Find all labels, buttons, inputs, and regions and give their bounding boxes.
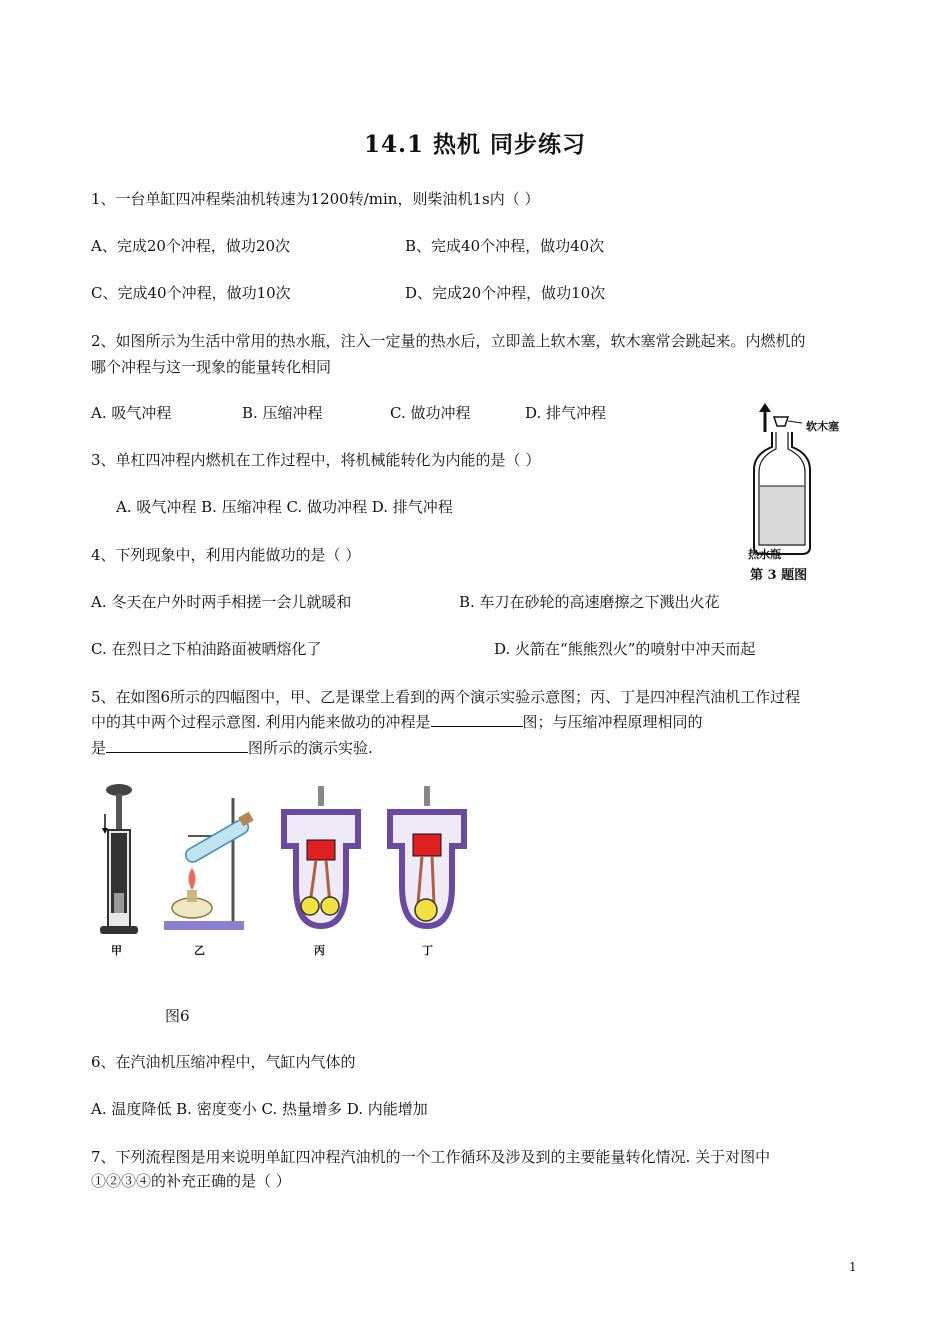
q5-stem-line3 [91,736,373,759]
figure-6 [90,778,480,968]
q1-option-c: C、完成40个冲程，做功10次 [91,284,291,302]
q1-option-a: A、完成20个冲程，做功20次 [91,237,291,255]
q1-option-d: D、完成20个冲程，做功10次 [405,284,606,302]
q5-stem-line3-a: 是 [91,739,107,757]
q2-option-a: A. 吸气冲程 [91,404,172,422]
q5-stem-line3-b: 图所示的演示实验. [248,739,373,757]
q4-option-b: B. 车刀在砂轮的高速磨擦之下溅出火花 [459,593,720,611]
figure-6-caption: 图6 [165,1007,190,1025]
thermos-label: 热水瓶 [748,548,781,561]
figure-label-bing: 丙 [314,944,325,957]
q5-stem-line1: 5、在如图6所示的四幅图中，甲、乙是课堂上看到的两个演示实验示意图；丙、丁是四冲程汽油机工作过程 [91,688,801,706]
q5-stem-line2-b: 图；与压缩冲程原理相同的 [522,713,703,731]
q3-stem: 3、单杠四冲程内燃机在工作过程中，将机械能转化为内能的是（ ） [91,451,541,469]
q2-stem-line1: 2、如图所示为生活中常用的热水瓶，注入一定量的热水后，立即盖上软木塞，软木塞常会跳起来。内燃机的 [91,332,806,350]
q4-stem: 4、下列现象中，利用内能做功的是（ ） [91,546,361,564]
q4-option-c: C. 在烈日之下柏油路面被晒熔化了 [91,640,322,658]
q6-options: A. 温度降低 B. 密度变小 C. 热量增多 D. 内能增加 [91,1100,428,1118]
q2-option-d: D. 排气冲程 [525,404,607,422]
figure-label-yi: 乙 [194,944,205,957]
figure-label-ding: 丁 [422,944,433,957]
q2-option-c: C. 做功冲程 [390,404,471,422]
q4-option-d: D. 火箭在“熊熊烈火”的喷射中冲天而起 [494,640,756,658]
q3-options: A. 吸气冲程 B. 压缩冲程 C. 做功冲程 D. 排气冲程 [116,498,453,516]
thermos-figure [742,402,860,584]
page-number: 1 [849,1260,857,1274]
figure-label-jia: 甲 [111,944,122,957]
q5-blank-1[interactable] [431,710,523,727]
engine-stroke-b-icon [390,786,464,926]
q5-stem-line2-a: 中的其中两个过程示意图. 利用内能来做功的冲程是 [91,713,431,731]
q7-stem-line2: ①②③④的补充正确的是（ ） [91,1172,291,1190]
q1-stem: 1、一台单缸四冲程柴油机转速为1200转/min，则柴油机1s内（ ） [91,190,540,208]
cork-icon [774,417,788,426]
q4-option-a: A. 冬天在户外时两手相搓一会儿就暖和 [91,593,352,611]
cork-label: 软木塞 [806,420,839,433]
q6-stem: 6、在汽油机压缩冲程中，气缸内气体的 [91,1053,356,1071]
page-title: 14.1 热机 同步练习 [363,131,587,158]
q1-option-b: B、完成40个冲程，做功40次 [405,237,605,255]
q7-stem-line1: 7、下列流程图是用来说明单缸四冲程汽油机的一个工作循环及涉及到的主要能量转化情况. 关于对图中 [91,1148,771,1166]
test-tube-heating-icon [164,798,254,930]
compression-syringe-icon [100,784,138,934]
engine-stroke-a-icon [284,786,358,926]
q5-stem-line2 [91,710,703,733]
q2-stem-line2: 哪个冲程与这一现象的能量转化相同 [91,358,332,376]
q5-blank-2[interactable] [106,736,248,753]
q2-option-b: B. 压缩冲程 [242,404,323,422]
thermos-caption: 第 3 题图 [750,568,808,583]
